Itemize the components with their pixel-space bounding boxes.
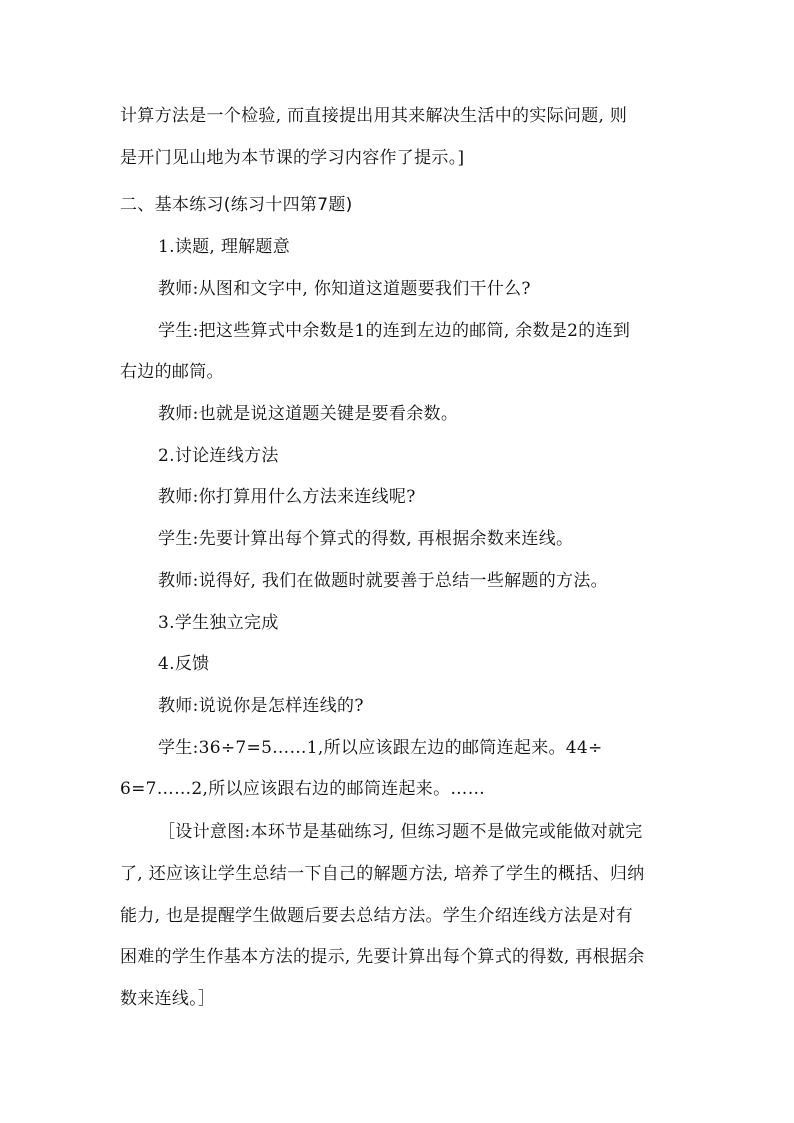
- dialogue-line: 右边的邮筒。: [120, 362, 224, 382]
- dialogue-line: 教师:从图和文字中, 你知道这道题要我们干什么?: [158, 279, 531, 299]
- dialogue-line: 学生:36÷7=5……1,所以应该跟左边的邮筒连起来。44÷: [158, 738, 603, 758]
- section-heading: 二、基本练习(练习十四第7题): [120, 195, 353, 215]
- dialogue-line: 教师:也就是说这道题关键是要看余数。: [158, 404, 459, 424]
- paragraph-line: 是开门见山地为本节课的学习内容作了提示。]: [120, 148, 465, 168]
- dialogue-line: 教师:你打算用什么方法来连线呢?: [158, 487, 416, 507]
- dialogue-line: 学生:先要计算出每个算式的得数, 再根据余数来连线。: [158, 529, 574, 549]
- design-note-line: 困难的学生作基本方法的提示, 先要计算出每个算式的得数, 再根据余: [120, 947, 645, 967]
- design-note-line: ［设计意图:本环节是基础练习, 但练习题不是做完或能做对就完: [158, 822, 643, 842]
- paragraph-line: 计算方法是一个检验, 而直接提出用其来解决生活中的实际问题, 则: [120, 106, 628, 126]
- step-heading: 2.讨论连线方法: [158, 446, 279, 466]
- dialogue-line: 学生:把这些算式中余数是1的连到左边的邮筒, 余数是2的连到: [158, 321, 631, 341]
- dialogue-line: 教师:说说你是怎样连线的?: [158, 696, 364, 716]
- design-note-line: 了, 还应该让学生总结一下自己的解题方法, 培养了学生的概括、归纳: [120, 864, 645, 884]
- design-note-line: 数来连线。］: [120, 989, 216, 1009]
- step-heading: 4.反馈: [158, 654, 210, 674]
- dialogue-line: 教师:说得好, 我们在做题时就要善于总结一些解题的方法。: [158, 571, 608, 591]
- step-heading: 3.学生独立完成: [158, 613, 279, 633]
- step-heading: 1.读题, 理解题意: [158, 237, 291, 257]
- dialogue-line: 6=7……2,所以应该跟右边的邮筒连起来。……: [120, 779, 485, 799]
- design-note-line: 能力, 也是提醒学生做题后要去总结方法。学生介绍连线方法是对有: [120, 906, 634, 926]
